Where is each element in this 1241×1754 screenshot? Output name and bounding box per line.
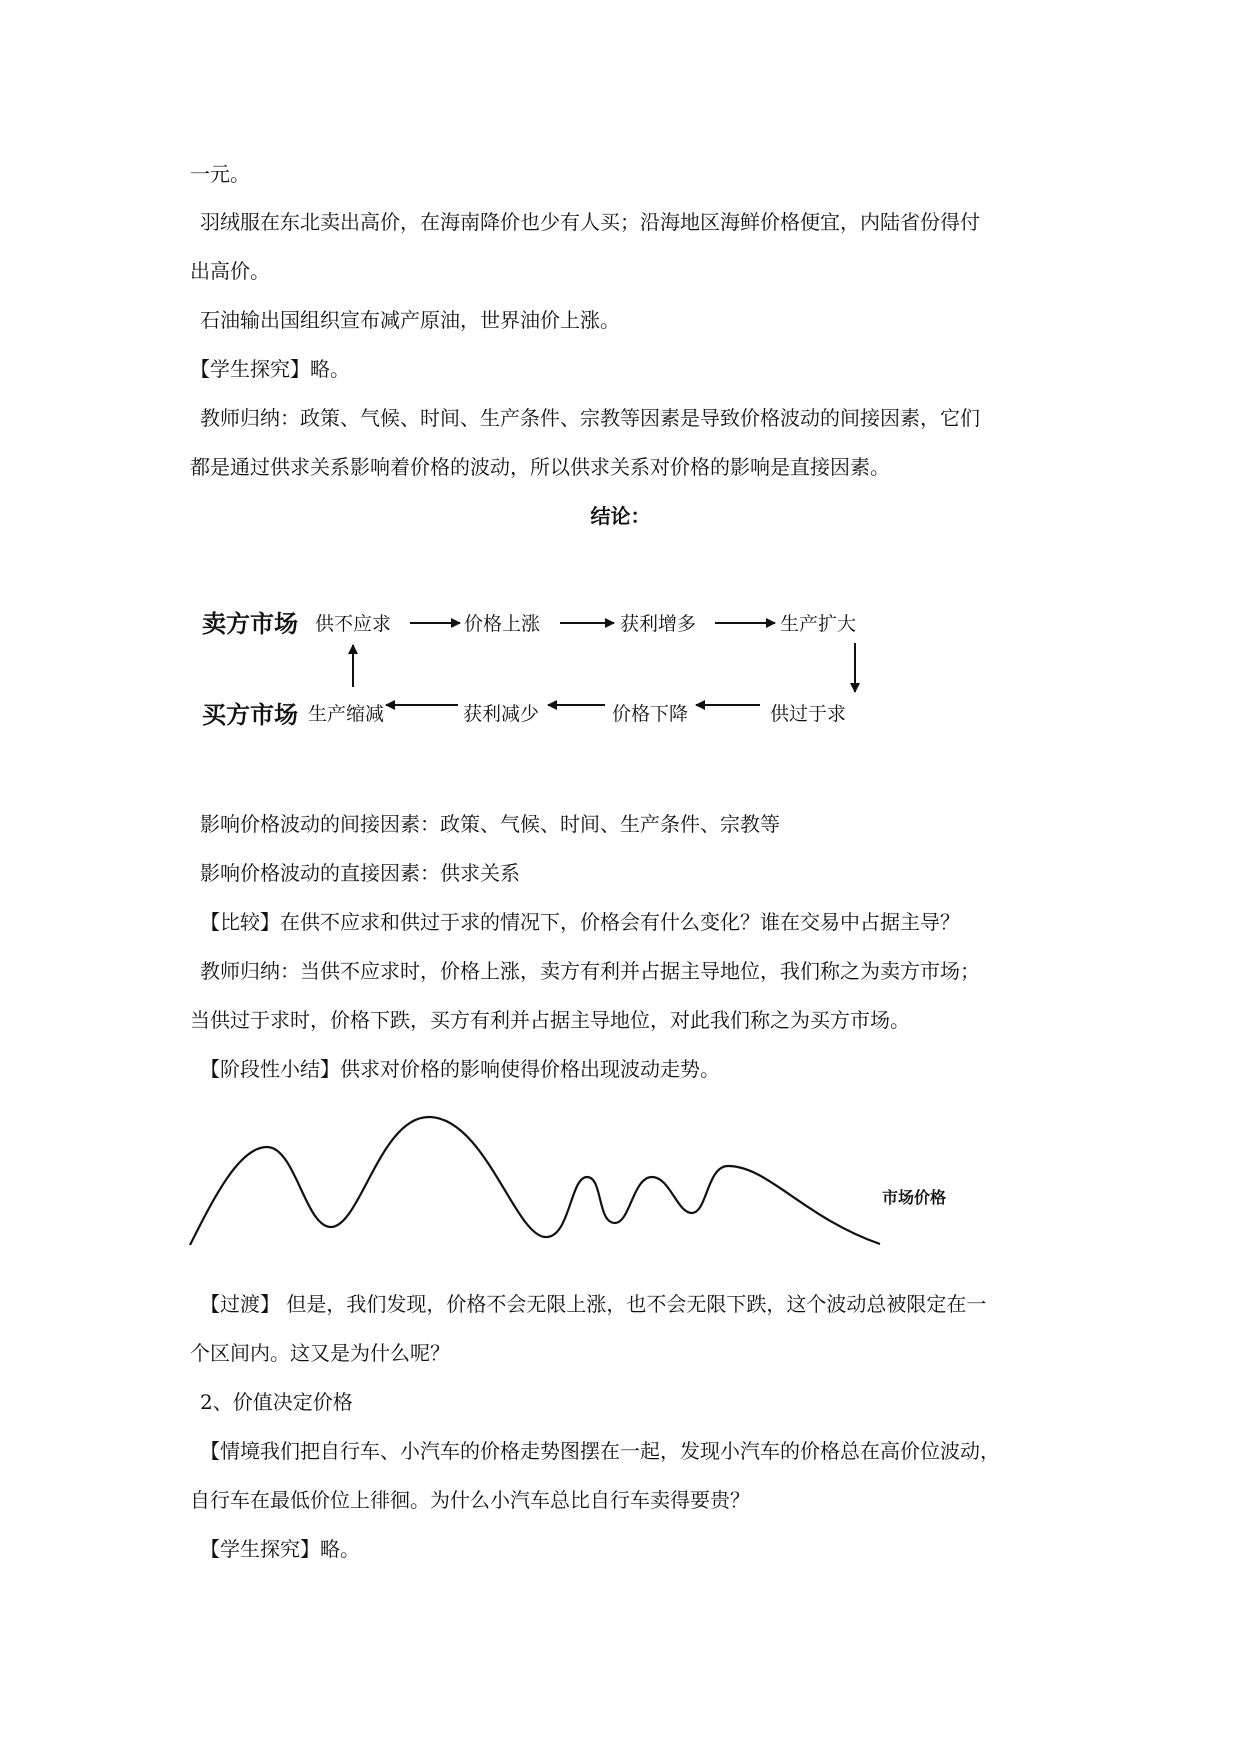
price-wave-line xyxy=(190,1117,880,1245)
paragraph-line: 【过渡】 但是，我们发现，价格不会无限上涨，也不会无限下跌，这个波动总被限定在一 xyxy=(200,1292,987,1316)
paragraph-line: 【比较】在供不应求和供过于求的情况下，价格会有什么变化？谁在交易中占据主导？ xyxy=(200,910,960,934)
cycle-node: 供过于求 xyxy=(770,703,847,725)
paragraph-line: 【阶段性小结】供求对价格的影响使得价格出现波动走势。 xyxy=(200,1057,720,1081)
cycle-node: 获利减少 xyxy=(463,703,540,725)
paragraph-line: 【情境我们把自行车、小汽车的价格走势图摆在一起，发现小汽车的价格总在高价位波动， xyxy=(200,1439,1000,1463)
supply-demand-cycle-diagram xyxy=(190,575,890,745)
cycle-node: 供不应求 xyxy=(315,613,392,635)
conclusion-heading: 结论： xyxy=(590,504,651,528)
cycle-node: 获利增多 xyxy=(620,613,697,635)
cycle-node: 价格上涨 xyxy=(464,613,541,635)
paragraph-line: 当供过于求时，价格下跌，买方有利并占据主导地位，对此我们称之为买方市场。 xyxy=(190,1008,910,1032)
seller-market-label: 卖方市场 xyxy=(202,610,298,638)
paragraph-line: 教师归纳：政策、气候、时间、生产条件、宗教等因素是导致价格波动的间接因素，它们 xyxy=(200,406,980,430)
paragraph-line: 自行车在最低价位上徘徊。为什么小汽车总比自行车卖得要贵？ xyxy=(190,1488,750,1512)
market-price-wave xyxy=(185,1105,985,1255)
section-heading: 2、价值决定价格 xyxy=(200,1390,353,1414)
cycle-node: 生产扩大 xyxy=(780,613,857,635)
paragraph-line: 都是通过供求关系影响着价格的波动，所以供求关系对价格的影响是直接因素。 xyxy=(190,455,890,479)
paragraph-line: 教师归纳：当供不应求时，价格上涨，卖方有利并占据主导地位，我们称之为卖方市场； xyxy=(200,959,980,983)
paragraph-line: 影响价格波动的直接因素：供求关系 xyxy=(200,861,520,885)
paragraph-line: 出高价。 xyxy=(190,259,270,283)
cycle-node: 价格下降 xyxy=(612,703,689,725)
paragraph-line: 羽绒服在东北卖出高价，在海南降价也少有人买；沿海地区海鲜价格便宜，内陆省份得付 xyxy=(200,210,980,234)
paragraph-line: 个区间内。这又是为什么呢？ xyxy=(190,1341,450,1365)
cycle-node: 生产缩减 xyxy=(308,703,385,725)
paragraph-line: 【学生探究】略。 xyxy=(200,1537,360,1561)
wave-label: 市场价格 xyxy=(882,1188,947,1207)
buyer-market-label: 买方市场 xyxy=(202,701,298,729)
paragraph-line: 石油输出国组织宣布减产原油，世界油价上涨。 xyxy=(200,308,620,332)
paragraph-line: 【学生探究】略。 xyxy=(190,357,350,381)
paragraph-line: 影响价格波动的间接因素：政策、气候、时间、生产条件、宗教等 xyxy=(200,812,780,836)
paragraph-line: 一元。 xyxy=(190,162,250,186)
